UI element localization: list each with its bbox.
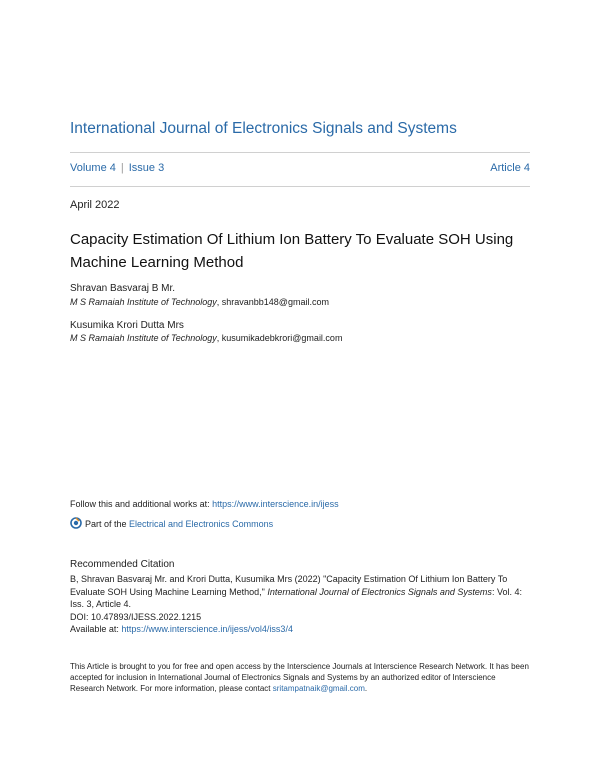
author-affiliation: M S Ramaiah Institute of Technology, kusumikadebkrori@gmail.com (70, 333, 343, 343)
notice-text: This Article is brought to you for free and open access by the Interscience Journals at Interscience Research Network. It has been accepted for inclusion in International Journal of Electronics Signals and Systems by an authorized editor of Interscience Research Network. For more information, please contact (70, 662, 529, 693)
citation-journal: International Journal of Electronics Signals and Systems (267, 586, 492, 597)
article-link[interactable]: Article 4 (490, 162, 530, 174)
network-commons-icon (70, 517, 82, 529)
available-link[interactable]: https://www.interscience.in/ijess/vol4/iss3/4 (121, 624, 293, 634)
bottom-divider (70, 186, 530, 187)
author-institution: M S Ramaiah Institute of Technology (70, 333, 217, 343)
citation-text: B, Shravan Basvaraj Mr. and Krori Dutta, Kusumika Mrs (2022) "Capacity Estimation Of Lithium Ion Battery To Evaluate SOH Using Machine Learning Method," (70, 574, 508, 597)
commons-link[interactable]: Electrical and Electronics Commons (129, 519, 274, 529)
author-name: Shravan Basvaraj B Mr. (70, 283, 176, 294)
follow-link[interactable]: https://www.interscience.in/ijess (212, 499, 339, 509)
citation-body (70, 573, 532, 636)
citation-heading: Recommended Citation (70, 559, 175, 570)
top-divider (70, 152, 530, 153)
publication-date: April 2022 (70, 199, 120, 211)
volume-issue-row (70, 162, 530, 178)
contact-email-link[interactable]: sritampatnaik@gmail.com (272, 684, 365, 693)
author-name: Kusumika Krori Dutta Mrs (70, 320, 184, 331)
volume-link[interactable]: Volume 4 (70, 162, 116, 174)
author-email: shravanbb148@gmail.com (221, 297, 329, 307)
author-email: kusumikadebkrori@gmail.com (221, 333, 343, 343)
citation-volume: : Vol. 4: Iss. 3, Article 4. (70, 586, 522, 609)
access-notice (70, 661, 532, 694)
issue-link[interactable]: Issue 3 (128, 162, 165, 174)
follow-text: Follow this and additional works at: (70, 499, 213, 509)
part-of-line (70, 517, 273, 529)
part-of-text: Part of the (85, 519, 130, 529)
citation-doi: DOI: 10.47893/IJESS.2022.1215 (70, 611, 202, 622)
author-affiliation: M S Ramaiah Institute of Technology, shravanbb148@gmail.com (70, 297, 329, 307)
author-institution: M S Ramaiah Institute of Technology (70, 297, 217, 307)
separator: | (120, 162, 124, 174)
follow-line (70, 499, 339, 509)
journal-title[interactable]: International Journal of Electronics Signals and Systems (70, 120, 457, 137)
notice-end: . (364, 684, 368, 693)
available-label: Available at: (70, 624, 122, 634)
article-title: Capacity Estimation Of Lithium Ion Battery To Evaluate SOH Using Machine Learning Method (70, 231, 514, 271)
